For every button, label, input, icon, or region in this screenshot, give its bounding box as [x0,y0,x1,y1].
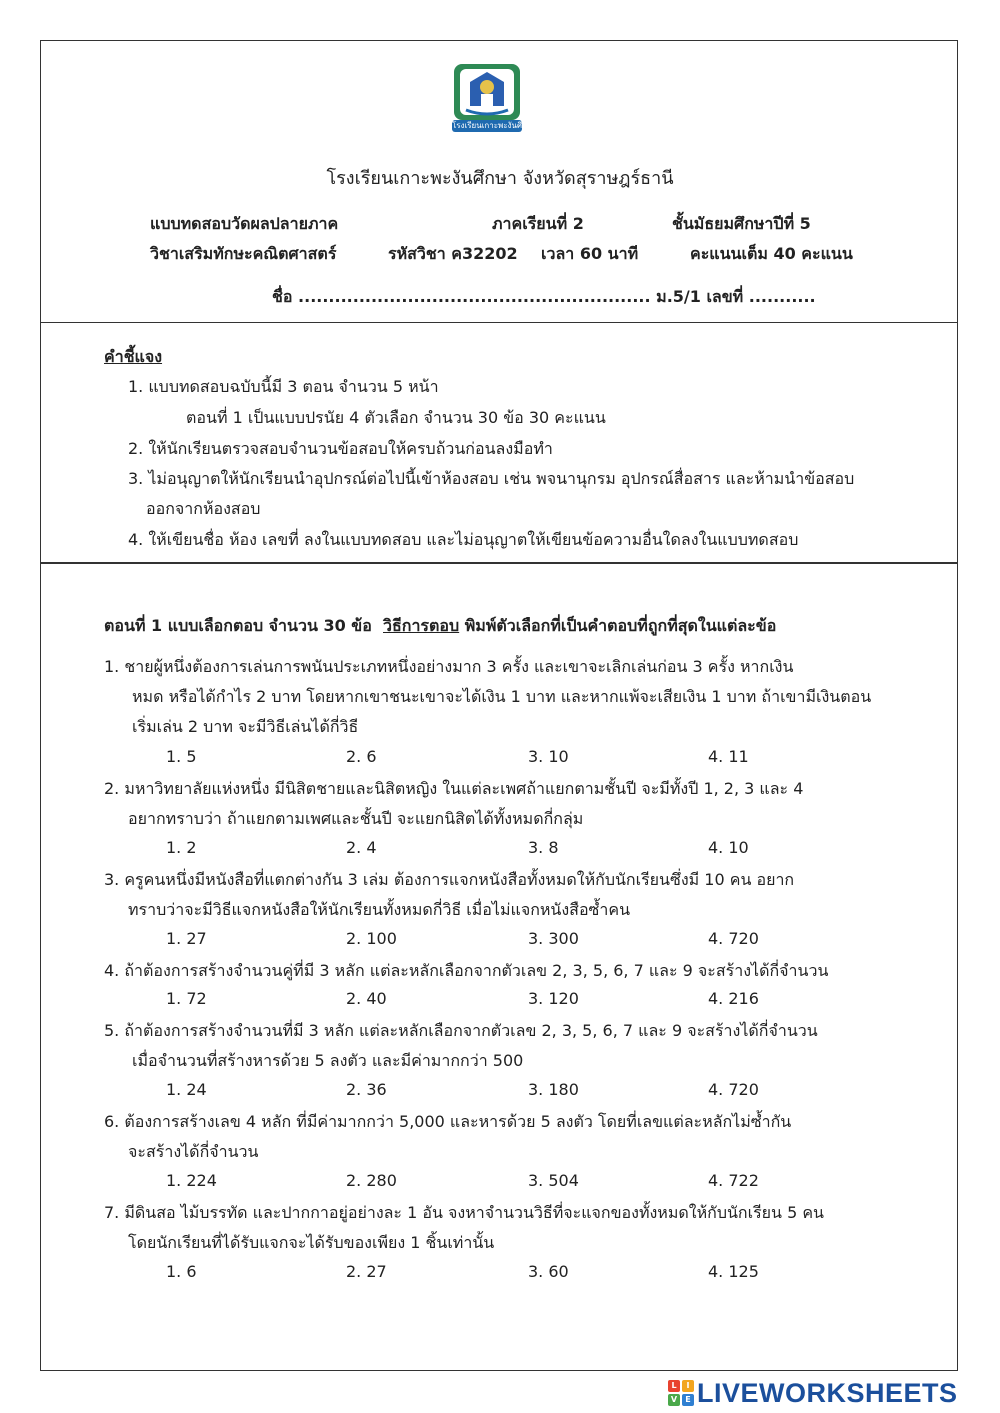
answer-option[interactable]: 3. 10 [528,747,569,766]
question-line: หมด หรือได้กำไร 2 บาท โดยหากเขาชนะเขาจะได้เงิน 1 บาท และหากแพ้จะเสียเงิน 1 บาท ถ้าเขามีเงินตอน [132,687,872,706]
exam-time: เวลา 60 นาที [541,244,639,263]
answer-option[interactable]: 2. 100 [346,929,397,948]
divider [40,562,957,564]
answer-option[interactable]: 3. 120 [528,989,579,1008]
school-logo [448,60,537,138]
question-line: ทราบว่าจะมีวิธีแจกหนังสือให้นักเรียนทั้งหมดกี่วิธี เมื่อไม่แจกหนังสือซ้ำคน [128,900,631,919]
semester: ภาคเรียนที่ 2 [492,214,584,233]
answer-option[interactable]: 1. 2 [166,838,197,857]
question-line: จะสร้างได้กี่จำนวน [128,1142,259,1161]
student-name-line: ชื่อ .......................................................... ม.5/1 เลขที่ ........... [272,287,816,306]
liveworksheets-logo[interactable] [668,1378,958,1408]
answer-method-label: วิธีการตอบ [383,616,460,635]
badge-letter: L [668,1380,680,1392]
part1-header [104,614,776,639]
question-line: 7. มีดินสอ ไม้บรรทัด และปากกาอยู่อย่างละ 1 อัน จงหาจำนวนวิธีที่จะแจกของทั้งหมดให้กับนักเรียน 5 คน [104,1203,824,1222]
answer-option[interactable]: 1. 27 [166,929,207,948]
answer-option[interactable]: 1. 72 [166,989,207,1008]
answer-option[interactable]: 4. 720 [708,1080,759,1099]
answer-option[interactable]: 4. 720 [708,929,759,948]
answer-option[interactable]: 4. 722 [708,1171,759,1190]
instruction-item: ตอนที่ 1 เป็นแบบปรนัย 4 ตัวเลือก จำนวน 30 ข้อ 30 คะแนน [186,408,606,427]
badge-letter: I [682,1380,694,1392]
instruction-item: 1. แบบทดสอบฉบับนี้มี 3 ตอน จำนวน 5 หน้า [128,377,439,396]
instructions-title: คำชี้แจง [104,347,163,366]
answer-option[interactable]: 2. 4 [346,838,377,857]
question-line: อยากทราบว่า ถ้าแยกตามเพศและชั้นปี จะแยกนิสิตได้ทั้งหมดกี่กลุ่ม [128,809,584,828]
answer-option[interactable]: 3. 300 [528,929,579,948]
full-score: คะแนนเต็ม 40 คะแนน [690,244,853,263]
answer-option[interactable]: 2. 6 [346,747,377,766]
instruction-item: 3. ไม่อนุญาตให้นักเรียนนำอุปกรณ์ต่อไปนี้เข้าห้องสอบ เช่น พจนานุกรม อุปกรณ์สื่อสาร และห้ามนำข้อสอบ [128,469,855,488]
answer-option[interactable]: 1. 24 [166,1080,207,1099]
answer-option[interactable]: 2. 40 [346,989,387,1008]
answer-option[interactable]: 4. 216 [708,989,759,1008]
instruction-item: ออกจากห้องสอบ [146,499,261,518]
logo-caption: โรงเรียนเกาะพะงันศึกษา [452,121,537,130]
liveworksheets-badge-icon [668,1380,694,1406]
badge-letter: V [668,1394,680,1406]
answer-option[interactable]: 3. 180 [528,1080,579,1099]
answer-option[interactable]: 4. 10 [708,838,749,857]
subject-code: รหัสวิชา ค32202 [388,244,518,263]
answer-option[interactable]: 3. 8 [528,838,559,857]
answer-option[interactable]: 2. 36 [346,1080,387,1099]
instruction-item: 4. ให้เขียนชื่อ ห้อง เลขที่ ลงในแบบทดสอบ และไม่อนุญาตให้เขียนข้อความอื่นใดลงในแบบทดสอบ [128,530,799,549]
answer-option[interactable]: 3. 60 [528,1262,569,1281]
answer-option[interactable]: 4. 125 [708,1262,759,1281]
question-line: 4. ถ้าต้องการสร้างจำนวนคู่ที่มี 3 หลัก แต่ละหลักเลือกจากตัวเลข 2, 3, 5, 6, 7 และ 9 จะสร้างได้กี่จำนวน [104,961,829,980]
school-name: โรงเรียนเกาะพะงันศึกษา จังหวัดสุราษฎร์ธานี [326,168,674,189]
question-line: 1. ชายผู้หนึ่งต้องการเล่นการพนันประเภทหนึ่งอย่างมาก 3 ครั้ง และเขาจะเลิกเล่นก่อน 3 ครั้ง หากเงิน [104,657,794,676]
answer-option[interactable]: 1. 224 [166,1171,217,1190]
question-line: เมื่อจำนวนที่สร้างหารด้วย 5 ลงตัว และมีค่ามากกว่า 500 [132,1051,524,1070]
answer-option[interactable]: 2. 27 [346,1262,387,1281]
instruction-item: 2. ให้นักเรียนตรวจสอบจำนวนข้อสอบให้ครบถ้วนก่อนลงมือทำ [128,439,553,458]
exam-type: แบบทดสอบวัดผลปลายภาค [150,214,339,233]
answer-option[interactable]: 1. 6 [166,1262,197,1281]
question-line: 3. ครูคนหนึ่งมีหนังสือที่แตกต่างกัน 3 เล่ม ต้องการแจกหนังสือทั้งหมดให้กับนักเรียนซึ่งมี 10 คน อยาก [104,870,795,889]
subject: วิชาเสริมทักษะคณิตศาสตร์ [150,244,337,263]
question-line: 6. ต้องการสร้างเลข 4 หลัก ที่มีค่ามากกว่า 5,000 และหารด้วย 5 ลงตัว โดยที่เลขแต่ละหลักไม่ซ้ำกัน [104,1112,792,1131]
question-line: เริ่มเล่น 2 บาท จะมีวิธีเล่นได้กี่วิธี [132,717,359,736]
answer-option[interactable]: 2. 280 [346,1171,397,1190]
question-line: โดยนักเรียนที่ได้รับแจกจะได้รับของเพียง 1 ชิ้นเท่านั้น [128,1233,495,1252]
question-line: 2. มหาวิทยาลัยแห่งหนึ่ง มีนิสิตชายและนิสิตหญิง ในแต่ละเพศถ้าแยกตามชั้นปี จะมีทั้งปี 1, 2, 3 และ 4 [104,779,804,798]
badge-letter: E [682,1394,694,1406]
answer-method-text: พิมพ์ตัวเลือกที่เป็นคำตอบที่ถูกที่สุดในแต่ละข้อ [464,616,777,635]
answer-option[interactable]: 4. 11 [708,747,749,766]
answer-option[interactable]: 1. 5 [166,747,197,766]
divider [40,322,957,323]
liveworksheets-wordmark: LIVEWORKSHEETS [697,1377,958,1408]
grade: ชั้นมัธยมศึกษาปีที่ 5 [672,214,811,233]
answer-option[interactable]: 3. 504 [528,1171,579,1190]
question-line: 5. ถ้าต้องการสร้างจำนวนที่มี 3 หลัก แต่ละหลักเลือกจากตัวเลข 2, 3, 5, 6, 7 และ 9 จะสร้างได้กี่จำนวน [104,1021,818,1040]
part1-title: ตอนที่ 1 แบบเลือกตอบ จำนวน 30 ข้อ [104,616,372,635]
